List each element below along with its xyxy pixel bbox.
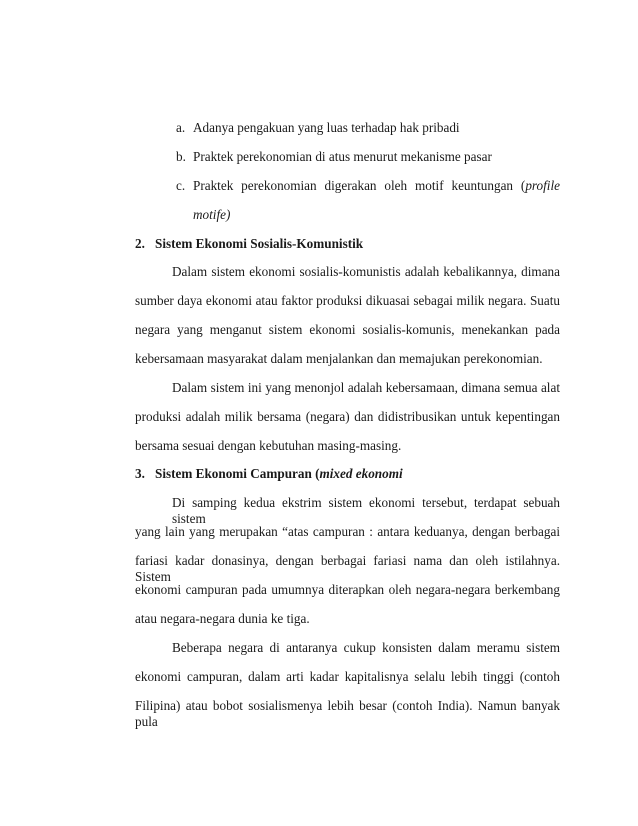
paragraph-line: ekonomi campuran pada umumnya diterapkan oleh negara-negara berkembang	[135, 582, 560, 597]
section3-title	[155, 466, 403, 482]
list-letter-c: c.	[176, 178, 186, 193]
paragraph-line: fariasi kadar donasinya, dengan berbagai fariasi nama dan oleh istilahnya. Sistem	[135, 553, 560, 584]
section3-title-plain: Sistem Ekonomi Campuran (	[155, 466, 320, 481]
paragraph-line: ekonomi campuran, dalam arti kadar kapitalisnya selalu lebih tinggi (contoh	[135, 669, 560, 684]
list-text-b: Praktek perekonomian di atus menurut mekanisme pasar	[193, 149, 492, 164]
list-letter-b: b.	[176, 149, 186, 164]
list-letter-a: a.	[176, 120, 186, 135]
section3-title-italic: mixed ekonomi	[319, 466, 403, 481]
section2-title: Sistem Ekonomi Sosialis-Komunistik	[155, 236, 364, 251]
list-text-a: Adanya pengakuan yang luas terhadap hak pribadi	[193, 120, 460, 135]
paragraph-line: Dalam sistem ekonomi sosialis-komunistis adalah kebalikannya, dimana	[172, 264, 560, 279]
paragraph-line: Dalam sistem ini yang menonjol adalah kebersamaan, dimana semua alat	[172, 380, 560, 395]
list-text-c-italic: profile	[525, 178, 560, 193]
list-text-c-line2: motife)	[193, 207, 231, 222]
list-text-c-plain: Praktek perekonomian digerakan oleh motif keuntungan (	[193, 178, 526, 193]
paragraph-line: atau negara-negara dunia ke tiga.	[135, 611, 310, 626]
paragraph-line: kebersamaan masyarakat dalam menjalankan dan memajukan perekonomian.	[135, 351, 543, 366]
section2-number: 2.	[135, 236, 145, 251]
paragraph-line: yang lain yang merupakan “atas campuran : antara keduanya, dengan berbagai	[135, 524, 560, 539]
list-text-c-line1	[193, 178, 560, 194]
paragraph-line: bersama sesuai dengan kebutuhan masing-masing.	[135, 438, 402, 453]
paragraph-line: negara yang menganut sistem ekonomi sosialis-komunis, menekankan pada	[135, 322, 560, 337]
paragraph-line: Beberapa negara di antaranya cukup konsisten dalam meramu sistem	[172, 640, 560, 655]
paragraph-line: sumber daya ekonomi atau faktor produksi dikuasai sebagai milik negara. Suatu	[135, 293, 560, 308]
paragraph-line: Filipina) atau bobot sosialismenya lebih besar (contoh India). Namun banyak pula	[135, 698, 560, 729]
paragraph-line: produksi adalah milik bersama (negara) dan didistribusikan untuk kepentingan	[135, 409, 560, 424]
paragraph-line: Di samping kedua ekstrim sistem ekonomi tersebut, terdapat sebuah sistem	[172, 495, 560, 526]
section3-number: 3.	[135, 466, 145, 481]
